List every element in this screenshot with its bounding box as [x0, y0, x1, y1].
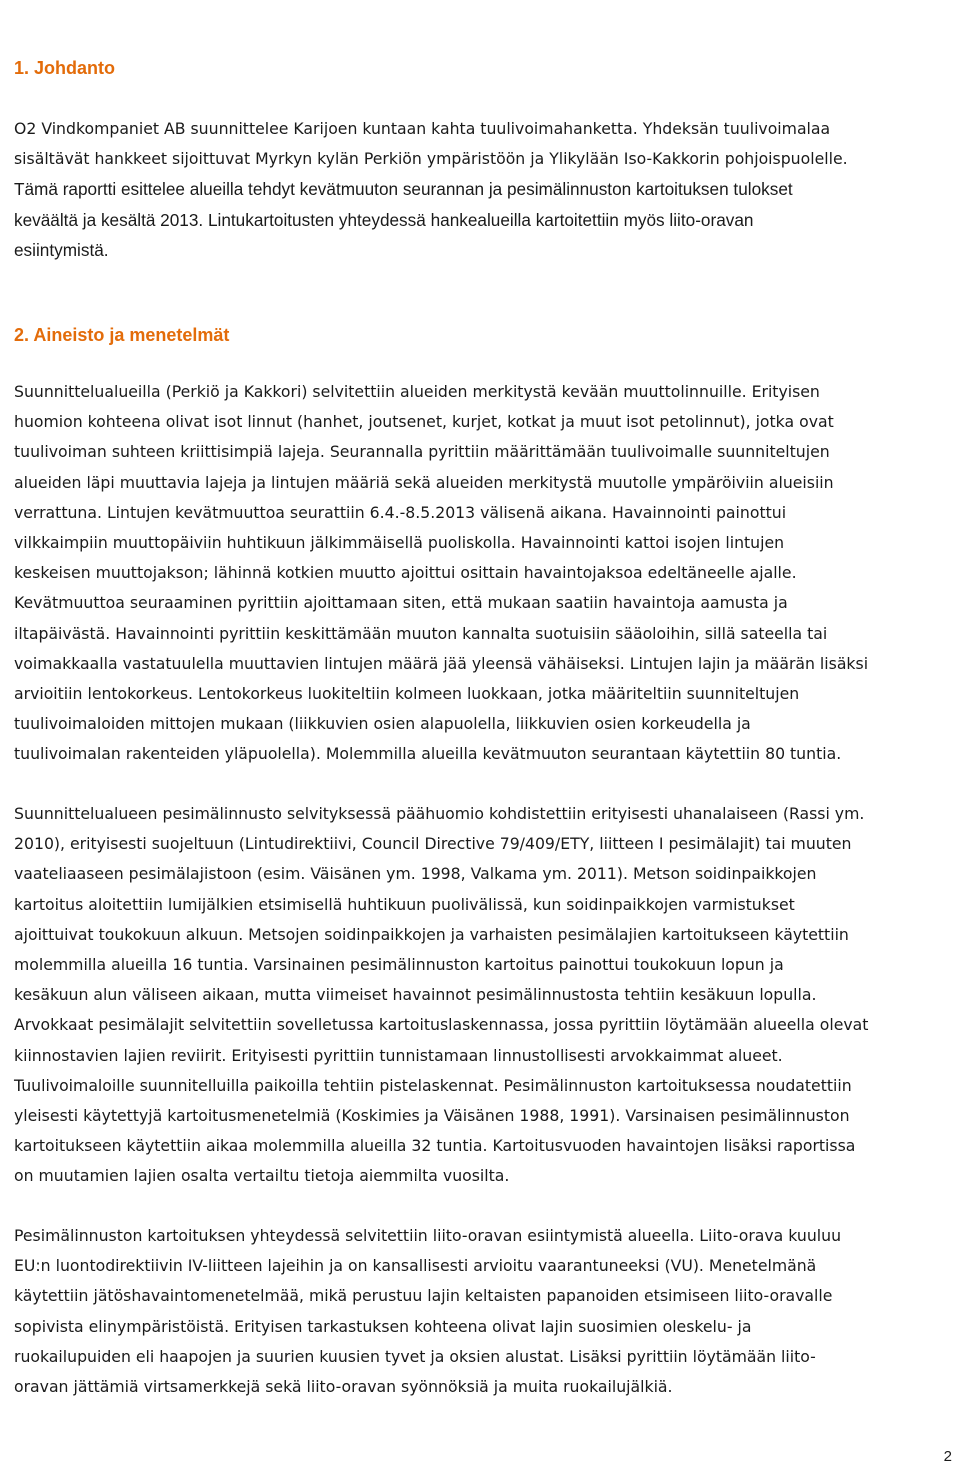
text-line: voimakkaalla vastatuulella muuttavien lintujen määrä jää yleensä vähäiseksi. Lintujen lajin ja määrän lisäksi: [14, 653, 869, 673]
text-line: kiinnostavien lajien reviirit. Erityisesti pyrittiin tunnistamaan linnustollisesti arvokkaimmat alueet.: [14, 1045, 783, 1065]
text-line: O2 Vindkompaniet AB suunnittelee Karijoen kuntaan kahta tuulivoimahanketta. Yhdeksän tuulivoimalaa: [14, 119, 831, 138]
text-line: keskeisen muuttojakson; lähinnä kotkien muutto ajoittui osittain havaintojaksoa edeltäneelle ajalle.: [14, 563, 797, 583]
text-line: tuulivoiman suhteen kriittisimpiä lajeja. Seurannalla pyrittiin määrittämään tuulivoimalle suunniteltujen: [14, 442, 830, 462]
text-line: kartoitukseen käytettiin aikaa molemmilla alueilla 32 tuntia. Kartoitusvuoden havaintojen lisäksi raportissa: [14, 1136, 856, 1156]
text-line: molemmilla alueilla 16 tuntia. Varsinainen pesimälinnuston kartoitus painottui toukokuun lopun ja: [14, 955, 784, 975]
text-line: vilkkaimpiin muuttopäiviin huhtikuun jälkimmäisellä puoliskolla. Havainnointi kattoi isojen lintujen: [14, 533, 785, 553]
text-line: yleisesti käytettyjä kartoitusmenetelmiä (Koskimies ja Väisänen 1988, 1991). Varsinaisen pesimälinnuston: [14, 1106, 850, 1126]
text-line: verrattuna. Lintujen kevätmuuttoa seurattiin 6.4.-8.5.2013 välisenä aikana. Havainnointi painottui: [14, 502, 787, 522]
text-line: tuulivoimaloiden mittojen mukaan (liikkuvien osien alapuolella, liikkuvien osien korkeudella ja: [14, 714, 751, 734]
page-number: 2: [943, 1448, 952, 1465]
text-line: keväältä ja kesältä 2013. Lintukartoitusten yhteydessä hankealueilla kartoitettiin myös liito-oravan: [14, 209, 754, 230]
text-line: alueiden läpi muuttavia lajeja ja lintujen määriä sekä alueiden merkitystä muutolle ympäröiviin alueisiin: [14, 472, 834, 492]
nesting-birds-paragraph: [14, 799, 954, 1192]
text-line: arvioitiin lentokorkeus. Lentokorkeus luokiteltiin kolmeen luokkaan, jotka määriteltiin suunniteltujen: [14, 684, 800, 704]
text-line: Pesimälinnuston kartoituksen yhteydessä selvitettiin liito-oravan esiintymistä alueella. Liito-orava kuuluu: [14, 1226, 842, 1245]
text-line: Suunnittelualueen pesimälinnusto selvityksessä päähuomio kohdistettiin erityisesti uhanalaiseen (Rassi ym.: [14, 804, 865, 823]
text-line: kesäkuun alun väliseen aikaan, mutta viimeiset havainnot pesimälinnustosta tehtiin kesäkuun lopulla.: [14, 985, 817, 1005]
text-line: käytettiin jätöshavaintomenetelmää, mikä perustuu lajin keltaisten papanoiden etsimiseen liito-oravalle: [14, 1286, 833, 1306]
text-line: sopivista elinympäristöistä. Erityisen tarkastuksen kohteena olivat lajin suosimien oleskelu- ja: [14, 1316, 752, 1336]
section-heading-methods: 2. Aineisto ja menetelmät: [14, 325, 230, 345]
text-line: EU:n luontodirektiivin IV-liitteen lajeihin ja on kansallisesti arvioitu vaarantuneeksi (VU). Menetelmänä: [14, 1256, 817, 1276]
text-line: oravan jättämiä virtsamerkkejä sekä liito-oravan syönnöksiä ja muita ruokailujälkiä.: [14, 1377, 673, 1397]
text-line: Suunnittelualueilla (Perkiö ja Kakkori) selvitettiin alueiden merkitystä kevään muuttolinnuille. Erityisen: [14, 382, 820, 401]
text-line: Tuulivoimaloille suunnitelluilla paikoilla tehtiin pistelaskennat. Pesimälinnuston kartoituksessa noudatettiin: [14, 1075, 852, 1095]
text-line: ajoittuivat toukokuun alkuun. Metsojen soidinpaikkojen ja varhaisten pesimälajien kartoitukseen käytettiin: [14, 924, 849, 944]
text-line: sisältävät hankkeet sijoittuvat Myrkyn kylän Perkiön ympäristöön ja Ylikylään Iso-Kakkorin pohjoispuolelle.: [14, 149, 848, 169]
text-line: ruokailupuiden eli haapojen ja suurien kuusien tyvet ja oksien alustat. Lisäksi pyrittiin löytämään liito-: [14, 1346, 816, 1366]
text-line: huomion kohteena olivat isot linnut (hanhet, joutsenet, kurjet, kotkat ja muut isot petolinnut), jotka ovat: [14, 412, 834, 432]
flying-squirrel-paragraph: [14, 1221, 954, 1402]
text-line: iltapäivästä. Havainnointi pyrittiin keskittämään muuton kannalta suotuisiin sääoloihin, sillä sateella tai: [14, 623, 828, 643]
text-line: kartoitus aloitettiin lumijälkien etsimisellä huhtikuun puolivälissä, kun soidinpaikkojen varmistukset: [14, 894, 795, 914]
text-line: on muutamien lajien osalta vertailtu tietoja aiemmilta vuosilta.: [14, 1166, 510, 1186]
text-line: Arvokkaat pesimälajit selvitettiin sovelletussa kartoituslaskennassa, jossa pyrittiin löytämään alueella olevat: [14, 1015, 869, 1035]
text-line: tuulivoimalan rakenteiden yläpuolella). Molemmilla alueilla kevätmuuton seurantaan käytettiin 80 tuntia.: [14, 744, 842, 764]
section-heading-introduction: 1. Johdanto: [14, 58, 116, 78]
text-line: 2010), erityisesti suojeltuun (Lintudirektiivi, Council Directive 79/409/ETY, liitteen I pesimälajit) tai muuten: [14, 834, 852, 854]
text-line: Tämä raportti esittelee alueilla tehdyt kevätmuuton seurannan ja pesimälinnuston kartoituksen tulokset: [14, 179, 793, 200]
text-line: esiintymistä.: [14, 239, 109, 260]
text-line: Kevätmuuttoa seuraaminen pyrittiin ajoittamaan siten, että mukaan saatiin havaintoja aamusta ja: [14, 593, 788, 613]
introduction-paragraph: [14, 114, 954, 265]
text-line: vaateliaaseen pesimälajistoon (esim. Väisänen ym. 1998, Valkama ym. 2011). Metson soidinpaikkojen: [14, 864, 817, 884]
migration-methods-paragraph: [14, 377, 954, 770]
